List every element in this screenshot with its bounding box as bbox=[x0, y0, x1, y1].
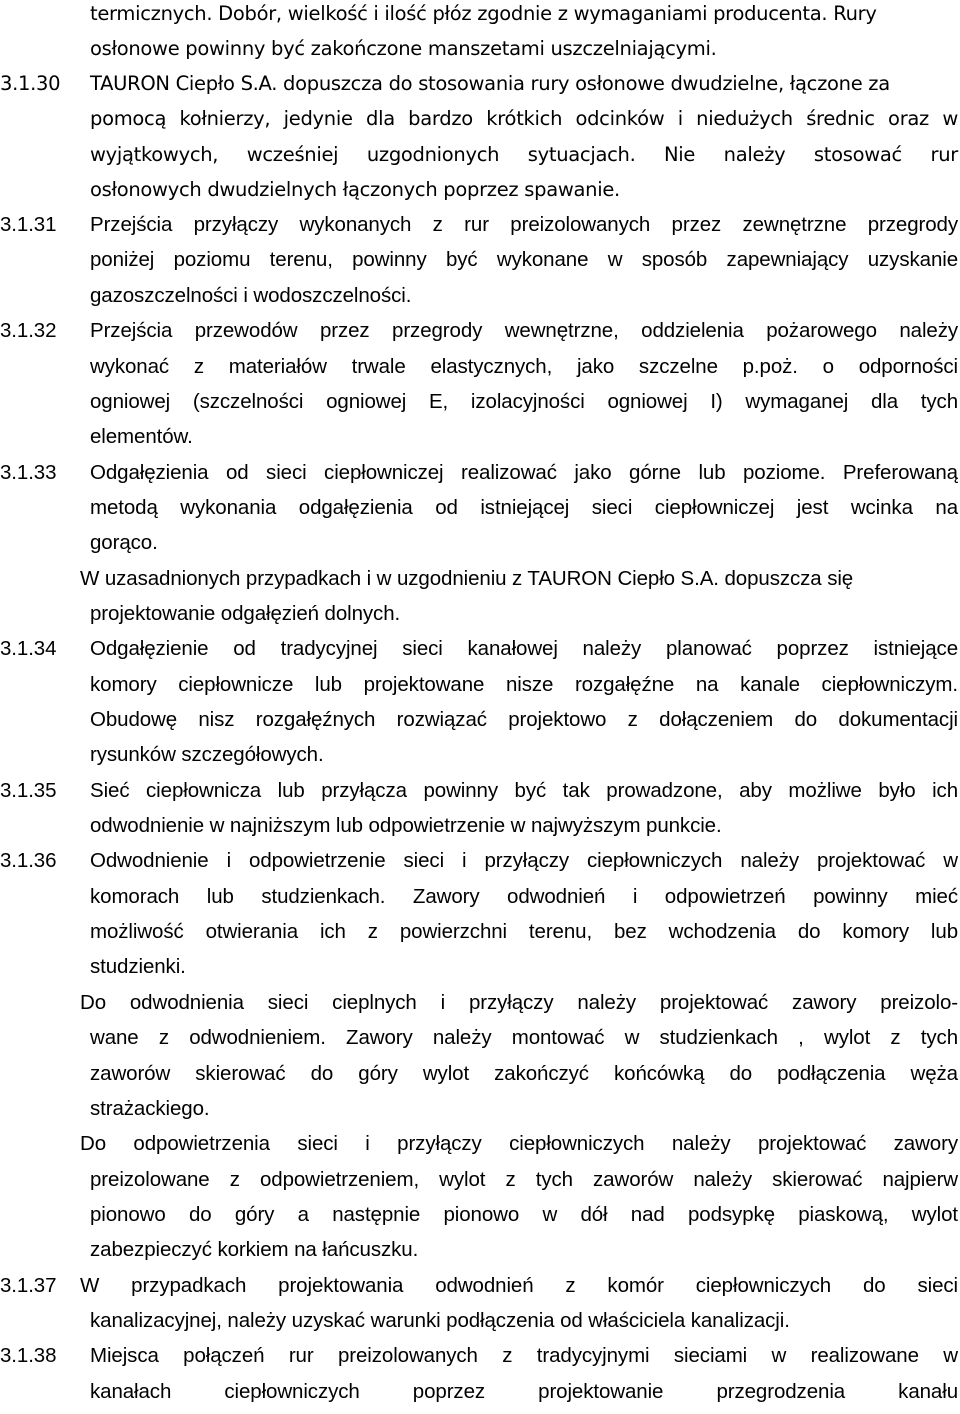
section-number: 3.1.36 bbox=[0, 849, 57, 872]
section-3-1-30-line: osłonowych dwudzielnych łączonych poprzez spawanie. bbox=[90, 178, 620, 201]
section-3-1-32-line: wykonać z materiałów trwale elastycznych, jako szczelne p.poż. o odporności bbox=[90, 355, 958, 378]
section-3-1-34-line: komory ciepłownicze lub projektowane nisze rozgałęźne na kanale ciepłowniczym. bbox=[90, 673, 958, 696]
section-3-1-36-line: Do odwodnienia sieci cieplnych i przyłączy należy projektować zawory preizolo- bbox=[80, 991, 958, 1014]
section-number: 3.1.35 bbox=[0, 779, 57, 802]
section-3-1-34-line: Odgałęzienie od tradycyjnej sieci kanałowej należy planować poprzez istniejące bbox=[90, 637, 958, 660]
section-3-1-36-line: pionowo do góry a następnie pionowo w dół nad podsypkę piaskową, wylot bbox=[90, 1203, 958, 1226]
section-3-1-33-line: W uzasadnionych przypadkach i w uzgodnieniu z TAURON Ciepło S.A. dopuszcza się bbox=[80, 567, 854, 590]
section-3-1-34-line: Obudowę nisz rozgałęźnych rozwiązać projektowo z dołączeniem do dokumentacji bbox=[90, 708, 958, 731]
section-3-1-35-line: odwodnienie w najniższym lub odpowietrzenie w najwyższym punkcie. bbox=[90, 814, 722, 837]
section-number: 3.1.34 bbox=[0, 637, 57, 660]
section-3-1-37-line: W przypadkach projektowania odwodnień z komór ciepłowniczych do sieci bbox=[80, 1274, 958, 1297]
section-3-1-31-line: Przejścia przyłączy wykonanych z rur preizolowanych przez zewnętrzne przegrody bbox=[90, 213, 958, 236]
section-3-1-31-line: gazoszczelności i wodoszczelności. bbox=[90, 284, 412, 307]
section-3-1-34-line: rysunków szczegółowych. bbox=[90, 743, 324, 766]
section-3-1-36-line: możliwość otwierania ich z powierzchni terenu, bez wchodzenia do komory lub bbox=[90, 920, 958, 943]
section-3-1-36-line: wane z odwodnieniem. Zawory należy montować w studzienkach , wylot z tych bbox=[90, 1026, 958, 1049]
section-3-1-36-line: komorach lub studzienkach. Zawory odwodnień i odpowietrzeń powinny mieć bbox=[90, 885, 958, 908]
section-3-1-33-line: projektowanie odgałęzień dolnych. bbox=[90, 602, 401, 625]
paragraph-line: osłonowe powinny być zakończone manszetami uszczelniającymi. bbox=[90, 37, 717, 60]
section-3-1-38-line: kanałach ciepłowniczych poprzez projektowanie przegrodzenia kanału bbox=[90, 1380, 958, 1403]
section-3-1-32-line: Przejścia przewodów przez przegrody wewnętrzne, oddzielenia pożarowego należy bbox=[90, 319, 958, 342]
section-3-1-35-line: Sieć ciepłownicza lub przyłącza powinny być tak prowadzone, aby możliwe było ich bbox=[90, 779, 958, 802]
section-3-1-33-line: gorąco. bbox=[90, 531, 158, 554]
section-3-1-30-line: TAURON Ciepło S.A. dopuszcza do stosowania rury osłonowe dwudzielne, łączone za bbox=[90, 72, 890, 95]
paragraph-line: termicznych. Dobór, wielkość i ilość płóz zgodnie z wymaganiami producenta. Rury bbox=[90, 2, 877, 25]
section-3-1-33-line: Odgałęzienia od sieci ciepłowniczej realizować jako górne lub poziome. Preferowaną bbox=[90, 461, 958, 484]
section-3-1-36-line: Odwodnienie i odpowietrzenie sieci i przyłączy ciepłowniczych należy projektować w bbox=[90, 849, 958, 872]
section-3-1-36-line: studzienki. bbox=[90, 955, 186, 978]
section-3-1-33-line: metodą wykonania odgałęzienia od istniejącej sieci ciepłowniczej jest wcinka na bbox=[90, 496, 958, 519]
section-3-1-36-line: strażackiego. bbox=[90, 1097, 210, 1120]
section-3-1-30-line: pomocą kołnierzy, jedynie dla bardzo krótkich odcinków i niedużych średnic oraz w bbox=[90, 107, 958, 130]
section-number: 3.1.38 bbox=[0, 1344, 57, 1367]
section-3-1-32-line: ogniowej (szczelności ogniowej E, izolacyjności ogniowej I) wymaganej dla tych bbox=[90, 390, 958, 413]
section-3-1-38-line: Miejsca połączeń rur preizolowanych z tradycyjnymi sieciami w realizowane w bbox=[90, 1344, 958, 1367]
section-3-1-37-line: kanalizacyjnej, należy uzyskać warunki podłączenia od właściciela kanalizacji. bbox=[90, 1309, 790, 1332]
section-number: 3.1.37 bbox=[0, 1274, 57, 1297]
section-3-1-36-line: Do odpowietrzenia sieci i przyłączy ciepłowniczych należy projektować zawory bbox=[80, 1132, 958, 1155]
section-number: 3.1.31 bbox=[0, 213, 57, 236]
section-number: 3.1.32 bbox=[0, 319, 57, 342]
section-3-1-36-line: zabezpieczyć korkiem na łańcuszku. bbox=[90, 1238, 419, 1261]
section-number: 3.1.33 bbox=[0, 461, 57, 484]
section-3-1-36-line: zaworów skierować do góry wylot zakończyć końcówką do podłączenia węża bbox=[90, 1062, 958, 1085]
section-3-1-36-line: preizolowane z odpowietrzeniem, wylot z tych zaworów należy skierować najpierw bbox=[90, 1168, 958, 1191]
section-number: 3.1.30 bbox=[0, 72, 61, 95]
section-3-1-31-line: poniżej poziomu terenu, powinny być wykonane w sposób zapewniający uzyskanie bbox=[90, 248, 958, 271]
section-3-1-32-line: elementów. bbox=[90, 425, 193, 448]
section-3-1-30-line: wyjątkowych, wcześniej uzgodnionych sytuacjach. Nie należy stosować rur bbox=[90, 143, 958, 166]
